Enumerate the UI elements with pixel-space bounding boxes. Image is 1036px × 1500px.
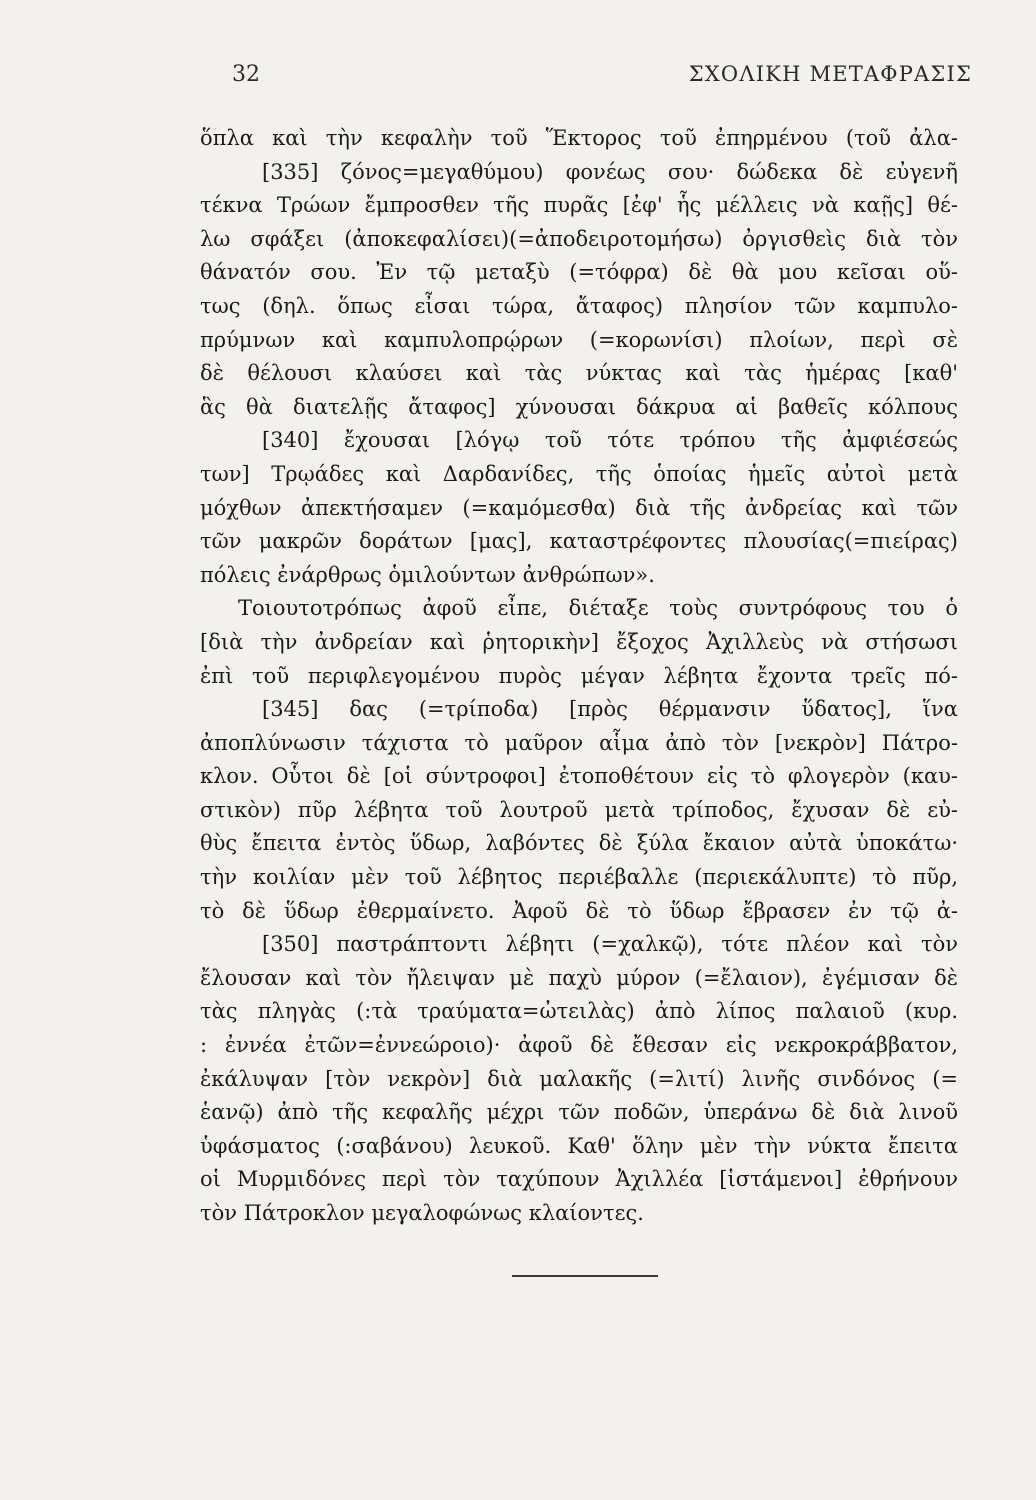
text-line: τῶν μακρῶν δοράτων [μας], καταστρέφοντες πλουσίας(=πιείρας) bbox=[200, 529, 958, 554]
text-line: ἀποπλύνωσιν τάχιστα τὸ μαῦρον αἷμα ἀπὸ τὸν [νεκρὸν] Πάτρο- bbox=[200, 730, 958, 755]
text-line: πρύμνων καὶ καμπυλοπρῴρων (=κορωνίσι) πλοίων, περὶ σὲ bbox=[200, 327, 958, 352]
text-line: τὸν Πάτροκλον μεγαλοφώνως κλαίοντες. bbox=[200, 1201, 644, 1225]
text-line: στικὸν) πῦρ λέβητα τοῦ λουτροῦ μετὰ τρίποδος, ἔχυσαν δὲ εὐ- bbox=[200, 797, 958, 822]
text-line: [διὰ τὴν ἀνδρείαν καὶ ῥητορικὴν] ἔξοχος Ἀχιλλεὺς νὰ στήσωσι bbox=[200, 629, 958, 654]
text-line: ἑανῷ) ἀπὸ τῆς κεφαλῆς μέχρι τῶν ποδῶν, ὑπεράνω δὲ διὰ λινοῦ bbox=[200, 1100, 958, 1125]
text-line: ἃς θὰ διατελῇς ἄταφος] χύνουσαι δάκρυα αἱ βαθεῖς κόλπους bbox=[200, 394, 958, 419]
text-line: τὸ δὲ ὕδωρ ἐθερμαίνετο. Ἀφοῦ δὲ τὸ ὕδωρ ἔβρασεν ἐν τῷ ἀ- bbox=[200, 898, 958, 923]
text-line: τέκνα Τρώων ἔμπροσθεν τῆς πυρᾶς [ἐφ' ἧς μέλλεις νὰ καῇς] θέ- bbox=[200, 193, 958, 218]
text-line: τως (δηλ. ὅπως εἶσαι τώρα, ἄταφος) πλησίον τῶν καμπυλο- bbox=[200, 293, 958, 318]
text-line: ἔλουσαν καὶ τὸν ἤλειψαν μὲ παχὺ μύρον (=ἔλαιον), ἐγέμισαν δὲ bbox=[200, 965, 958, 990]
text-line: δὲ θέλουσι κλαύσει καὶ τὰς νύκτας καὶ τὰς ἡμέρας [καθ' bbox=[200, 361, 958, 386]
text-line: : ἐννέα ἐτῶν=ἐννεώροιο)· ἀφοῦ δὲ ἔθεσαν εἰς νεκροκράββατον, bbox=[200, 1033, 958, 1058]
text-line: πόλεις ἐνάρθρως ὁμιλούντων ἀνθρώπων». bbox=[200, 562, 655, 587]
text-line: κλον. Οὗτοι δὲ [οἱ σύντροφοι] ἐτοποθέτουν εἰς τὸ φλογερὸν (καυ- bbox=[200, 764, 958, 789]
text-line: ἐπὶ τοῦ περιφλεγομένου πυρὸς μέγαν λέβητα ἔχοντα τρεῖς πό- bbox=[200, 663, 958, 688]
text-line: μόχθων ἀπεκτήσαμεν (=καμόμεσθα) διὰ τῆς ἀνδρείας καὶ τῶν bbox=[200, 495, 958, 520]
text-line: τὰς πληγὰς (:τὰ τραύματα=ὠτειλὰς) ἀπὸ λίπος παλαιοῦ (κυρ. bbox=[200, 999, 958, 1024]
text-line: ὑφάσματος (:σαβάνου) λευκοῦ. Καθ' ὅλην μὲν τὴν νύκτα ἔπειτα bbox=[200, 1133, 958, 1158]
text-line: [350] παστράπτοντι λέβητι (=χαλκῷ), τότε πλέον καὶ τὸν bbox=[262, 932, 958, 957]
text-line: θὺς ἔπειτα ἐντὸς ὕδωρ, λαβόντες δὲ ξύλα ἔκαιον αὐτὰ ὑποκάτω· bbox=[200, 831, 958, 856]
body-text bbox=[200, 122, 958, 1231]
text-line: τὴν κοιλίαν μὲν τοῦ λέβητος περιέβαλλε (περιεκάλυπτε) τὸ πῦρ, bbox=[200, 865, 958, 890]
text-line: ἐκάλυψαν [τὸν νεκρὸν] διὰ μαλακῆς (=λιτί) λινῆς σινδόνος (= bbox=[200, 1066, 958, 1091]
text-line: [340] ἔχουσαι [λόγῳ τοῦ τότε τρόπου τῆς ἀμφιέσεώς bbox=[262, 428, 958, 453]
text-line: των] Τρῳάδες καὶ Δαρδανίδες, τῆς ὁποίας ἡμεῖς αὐτοὶ μετὰ bbox=[200, 461, 958, 486]
text-line: ὅπλα καὶ τὴν κεφαλὴν τοῦ Ἕκτορος τοῦ ἐπηρμένου (τοῦ ἀλα- bbox=[200, 126, 958, 150]
page-number: 32 bbox=[232, 62, 260, 87]
text-line: θάνατόν σου. Ἐν τῷ μεταξὺ (=τόφρα) δὲ θὰ μου κεῖσαι οὕ- bbox=[200, 260, 958, 285]
text-line: οἱ Μυρμιδόνες περὶ τὸν ταχύπουν Ἀχιλλέα [ἱστάμενοι] ἐθρήνουν bbox=[200, 1167, 958, 1192]
text-line: Τοιουτοτρόπως ἀφοῦ εἶπε, διέταξε τοὺς συντρόφους του ὁ bbox=[238, 596, 958, 621]
text-line: λω σφάξει (ἀποκεφαλίσει)(=ἀποδειροτομήσω) ὀργισθεὶς διὰ τὸν bbox=[200, 226, 958, 251]
text-line: [335] ζόνος=μεγαθύμου) φονέως σου· δώδεκα δὲ εὐγενῆ bbox=[262, 159, 958, 184]
footnote-rule bbox=[512, 1275, 658, 1277]
page-header bbox=[232, 62, 972, 96]
text-line: [345] δας (=τρίποδα) [πρὸς θέρμανσιν ὕδατος], ἵνα bbox=[262, 697, 958, 722]
running-title: ΣΧΟΛΙΚΗ ΜΕΤΑΦΡΑΣΙΣ bbox=[688, 62, 972, 86]
